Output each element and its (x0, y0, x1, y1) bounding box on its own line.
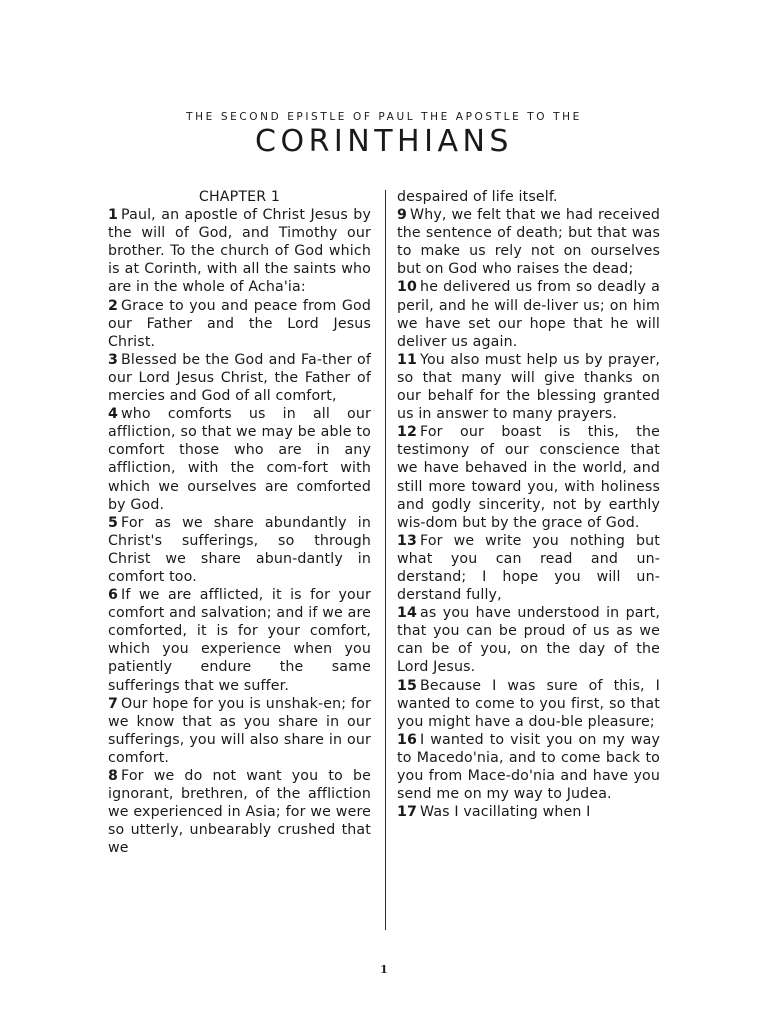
verse-text: If we are afflicted, it is for your comfort and salvation; and if we are comforted, it is for your comfort, which you experience when you patiently endure the same sufferings that we suffer. (108, 587, 371, 694)
page-number: 1 (380, 963, 388, 976)
verse (397, 532, 660, 604)
verse-number: 6 (108, 587, 119, 604)
verse (397, 206, 660, 278)
verse-text: Our hope for you is unshak-en; for we know that as you share in our sufferings, you will also share in our comfort. (108, 695, 371, 766)
verse-number: 15 (397, 677, 418, 694)
verse-text: Was I vacillating when I (420, 804, 591, 821)
verse-text: Paul, an apostle of Christ Jesus by the will of God, and Timothy our brother. To the church of God which is at Corinth, with all the saints who are in the whole of Acha'ia: (108, 207, 371, 296)
verse (108, 351, 371, 405)
verse (108, 586, 371, 695)
verse-text: he delivered us from so deadly a peril, and he will de-liver us; on him we have set our hope that he will deliver us again. (397, 279, 660, 350)
verse-text: For our boast is this, the testimony of our conscience that we have behaved in the world, and still more toward you, with holiness and godly sincerity, not by earthly wis-dom but by the grace of God. (397, 424, 660, 531)
verse-text: Because I was sure of this, I wanted to come to you first, so that you might have a dou-ble pleasure; (397, 677, 660, 730)
verse (108, 405, 371, 514)
chapter-heading: CHAPTER 1 (198, 189, 281, 205)
book-title: CORINTHIANS (255, 124, 513, 159)
verse-number: 4 (108, 406, 119, 423)
verse-number: 11 (397, 351, 418, 368)
verse-number: 7 (108, 695, 119, 712)
verse-continuation: despaired of life itself. (397, 189, 558, 205)
verse (108, 206, 371, 296)
verse-number: 9 (397, 207, 408, 224)
verse-text: For we write you nothing but what you can read and un-derstand; I hope you will un-derstand fully, (397, 532, 660, 604)
verse (397, 677, 660, 731)
verse-number: 5 (108, 514, 119, 531)
verse-text: who comforts us in all our affliction, so that we may be able to comfort those who are in any affliction, with the com-fort with which we ourselves are comforted by God. (108, 406, 371, 513)
verse-number: 1 (108, 207, 119, 224)
verse-text: For we do not want you to be ignorant, brethren, of the affliction we experienced in Asia; for we were so utterly, unbearably crushed that we (108, 768, 371, 857)
verse (108, 514, 371, 586)
verse (397, 731, 660, 803)
verse (108, 695, 371, 767)
verse-number: 13 (397, 532, 418, 549)
verse-text: Why, we felt that we had received the sentence of death; but that was to make us rely not on ourselves but on God who raises the dead; (397, 207, 660, 278)
right-text-column (397, 188, 660, 821)
verse (108, 297, 371, 351)
verse-text: For as we share abundantly in Christ's sufferings, so through Christ we share abun-dantly in comfort too. (108, 514, 371, 585)
verse-number: 10 (397, 279, 418, 296)
column-divider (385, 190, 386, 930)
verse (397, 351, 660, 423)
verse (397, 803, 660, 821)
verse (397, 604, 660, 676)
verse-number: 2 (108, 297, 119, 314)
epistle-subtitle: THE SECOND EPISTLE OF PAUL THE APOSTLE TO THE (186, 111, 582, 123)
left-text-column (108, 188, 371, 857)
verse (108, 767, 371, 857)
verse-number: 12 (397, 424, 418, 441)
verse-number: 14 (397, 605, 418, 622)
verse-text: as you have understood in part, that you can be proud of us as we can be of you, on the day of the Lord Jesus. (397, 605, 660, 676)
verse-text: Blessed be the God and Fa-ther of our Lord Jesus Christ, the Father of mercies and God of all comfort, (108, 351, 371, 405)
verse-number: 17 (397, 804, 418, 821)
verse-number: 16 (397, 731, 418, 748)
verse-text: I wanted to visit you on my way to Macedo'nia, and to come back to you from Mace-do'nia and have you send me on my way to Judea. (397, 731, 660, 803)
verse (397, 423, 660, 532)
verse-text: Grace to you and peace from God our Father and the Lord Jesus Christ. (108, 297, 371, 350)
verse-number: 8 (108, 768, 119, 784)
verse (397, 278, 660, 350)
verse-number: 3 (108, 351, 119, 368)
verse-text: You also must help us by prayer, so that many will give thanks on our behalf for the blessing granted us in answer to many prayers. (397, 351, 660, 423)
